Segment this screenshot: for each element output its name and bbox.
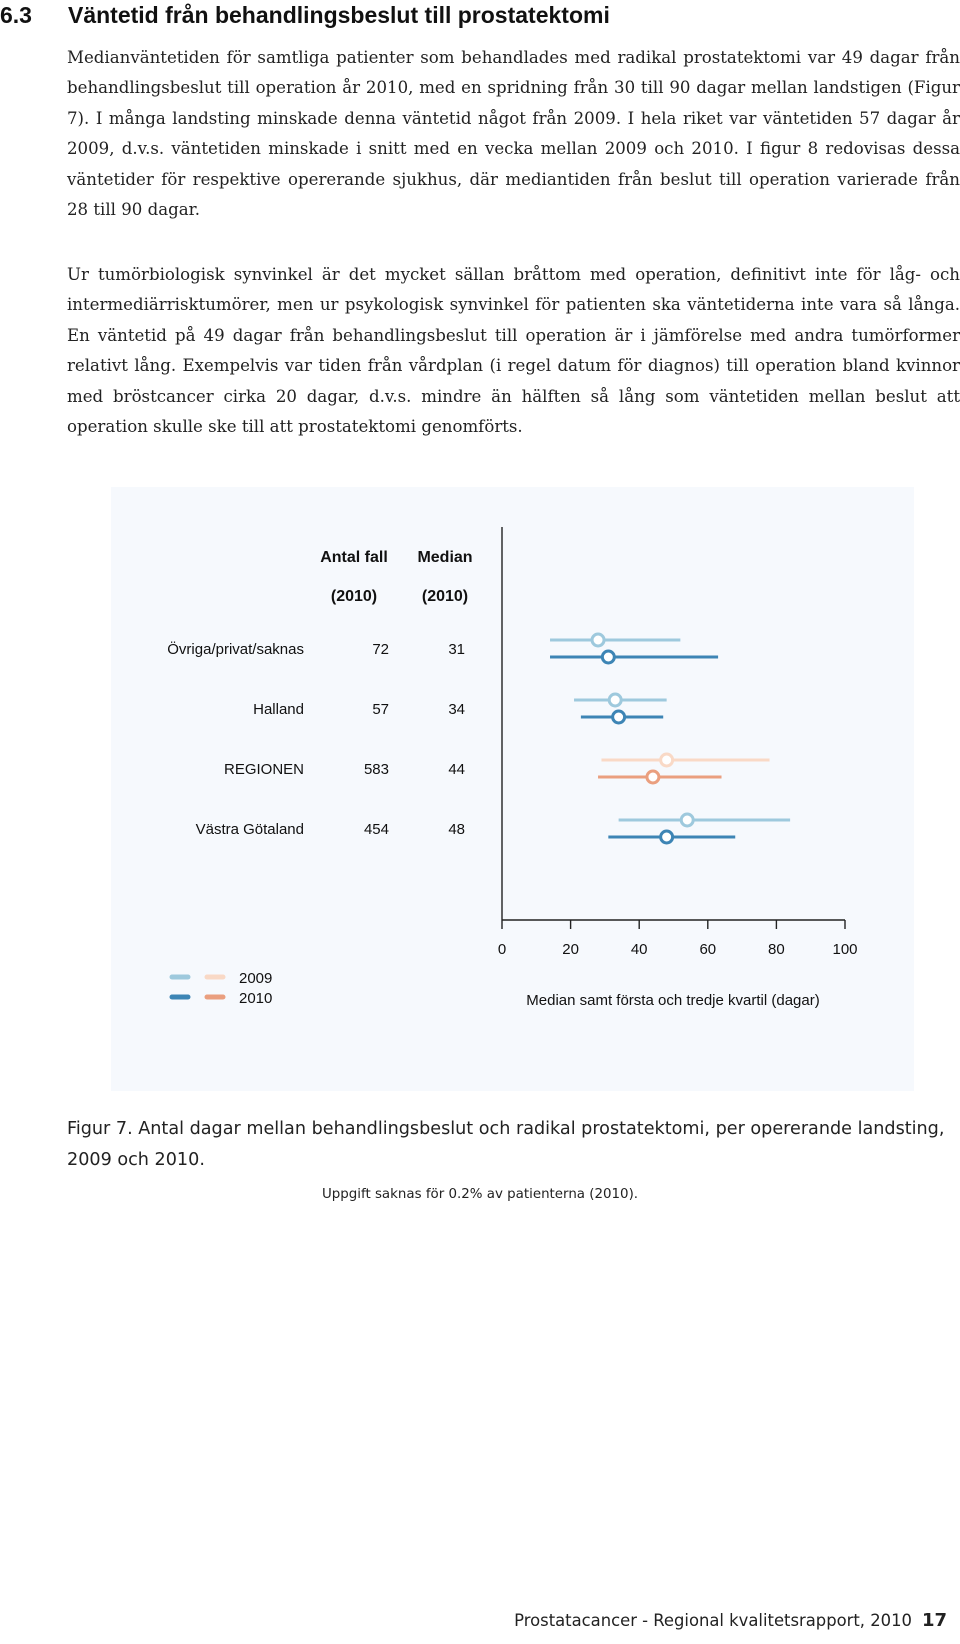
section-title: Väntetid från behandlingsbeslut till prostatektomi [68, 2, 610, 28]
row-median-2: 34 [448, 701, 465, 718]
median-marker-2-2010 [613, 711, 625, 723]
row-cases-4: 454 [363, 821, 389, 838]
column-header-2-line-2: (2010) [421, 588, 469, 605]
x-tick-label-100: 100 [832, 941, 858, 958]
row-label-3: REGIONEN [223, 761, 304, 778]
row-cases-2: 57 [372, 701, 389, 718]
legend-label-2010: 2010 [239, 990, 273, 1007]
median-marker-1-2009 [592, 634, 604, 646]
x-tick-label-40: 40 [630, 941, 648, 958]
row-median-1: 31 [448, 641, 465, 658]
page-footer [514, 1610, 947, 1631]
chart-svg [111, 487, 914, 1091]
paragraph-1: Medianväntetiden för samtliga patienter som behandlades med radikal prostatektomi var 49 dagar från behandlingsbeslut till operation år 2010, med en spridning från 30 till 90 dagar mellan landstigen (Figur 7). I många landsting minskade denna väntetid något från 2009. I hela riket var väntetiden 57 dagar år 2009, d.v.s. väntetiden minskade i snitt med en vecka mellan 2009 och 2010. I figur 8 redovisas dessa väntetider för respektive opererande sjukhus, där mediantiden från beslut till operation varierade från 28 till 90 dagar. [67, 48, 960, 220]
section-number: 6.3 [0, 2, 32, 28]
column-header-2-line-1: Median [417, 549, 473, 566]
median-marker-3-2010 [647, 771, 659, 783]
median-marker-4-2010 [661, 831, 673, 843]
row-cases-3: 583 [363, 761, 389, 778]
x-tick-label-0: 0 [497, 941, 507, 958]
figure-7-chart [111, 487, 914, 1091]
median-marker-1-2010 [602, 651, 614, 663]
footer-text: Prostatacancer - Regional kvalitetsrapport, 2010 [514, 1611, 912, 1630]
section-heading [0, 0, 960, 30]
x-tick-label-60: 60 [699, 941, 717, 958]
row-label-2: Halland [253, 701, 304, 718]
median-marker-3-2009 [661, 754, 673, 766]
column-header-1-line-1: Antal fall [320, 549, 388, 566]
x-tick-label-80: 80 [768, 941, 785, 958]
row-cases-1: 72 [372, 641, 389, 658]
median-marker-4-2009 [681, 814, 693, 826]
row-median-3: 44 [448, 761, 465, 778]
paragraph-2: Ur tumörbiologisk synvinkel är det mycket sällan bråttom med operation, definitivt inte för låg- och intermediärrisktumörer, men ur psykologisk synvinkel för patienten ska väntetiderna inte vara så långa. En väntetid på 49 dagar från behandlingsbeslut till operation är i jämförelse med andra tumörformer relativt lång. Exempelvis var tiden från vårdplan (i regel datum för diagnos) till operation bland kvinnor med bröstcancer cirka 20 dagar, d.v.s. mindre än hälften så lång som väntetiden mellan beslut att operation skulle ske till att prostatektomi genomförts. [67, 265, 960, 437]
row-label-4: Västra Götaland [195, 821, 304, 838]
median-marker-2-2009 [609, 694, 621, 706]
column-header-1-line-2: (2010) [330, 588, 378, 605]
x-tick-label-20: 20 [562, 941, 579, 958]
row-median-4: 48 [448, 821, 465, 838]
page-number: 17 [921, 1610, 947, 1631]
legend-label-2009: 2009 [239, 970, 273, 987]
figure-note: Uppgift saknas för 0.2% av patienterna (2010). [321, 1187, 639, 1202]
x-axis-label: Median samt första och tredje kvartil (dagar) [526, 992, 820, 1009]
figure-caption: Figur 7. Antal dagar mellan behandlingsbeslut och radikal prostatektomi, per opererande landsting, 2009 och 2010. [67, 1119, 945, 1170]
row-label-1: Övriga/privat/saknas [167, 641, 304, 658]
